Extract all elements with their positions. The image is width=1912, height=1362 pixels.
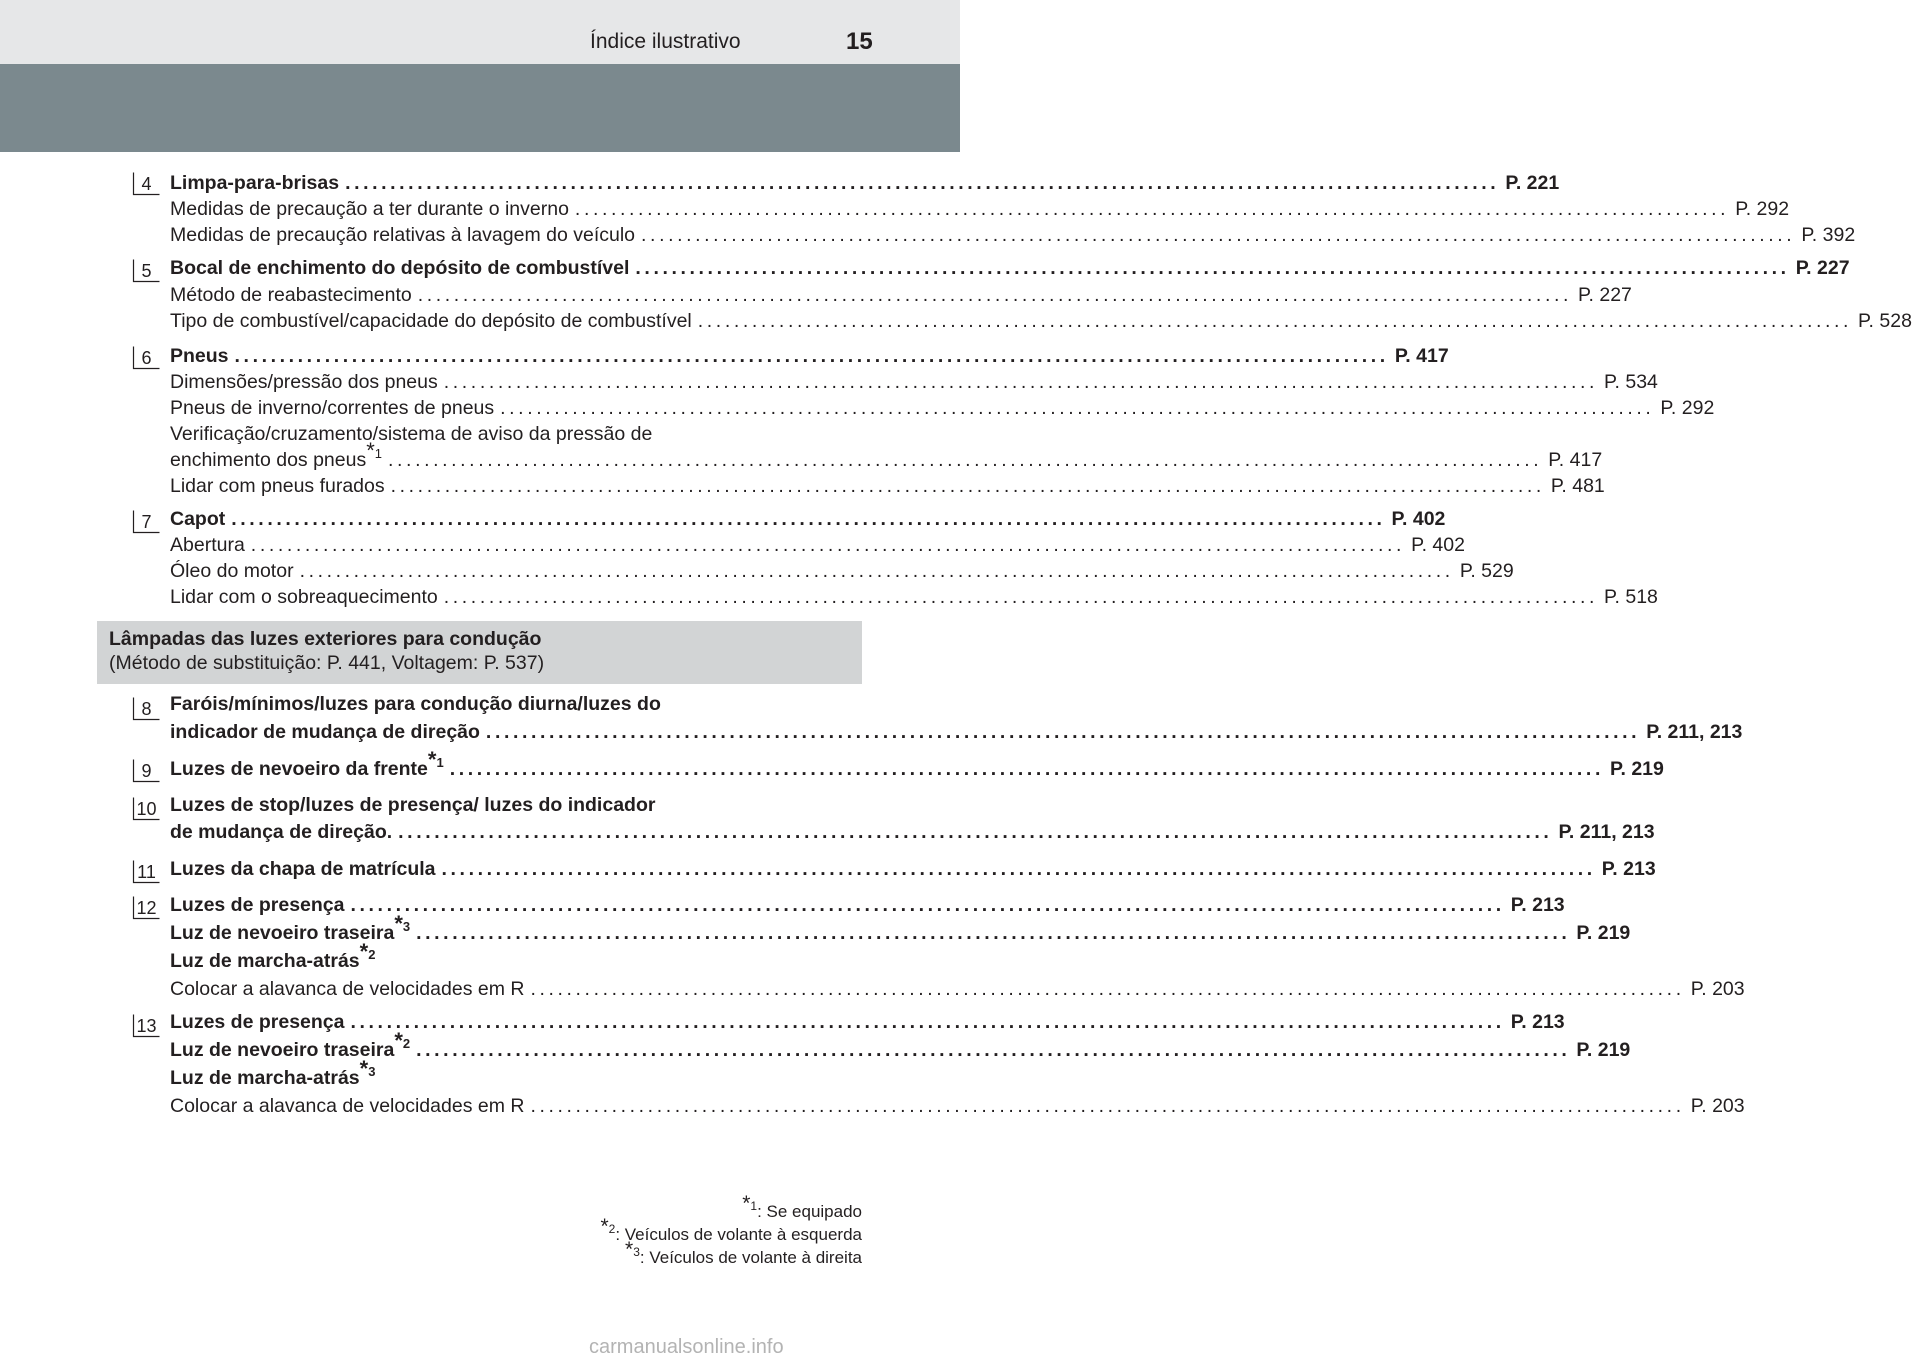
- page-reference[interactable]: P. 221: [1505, 172, 1560, 194]
- page-reference[interactable]: P. 219: [1576, 922, 1631, 944]
- page-reference[interactable]: P. 211, 213: [1558, 821, 1655, 843]
- entry-label-text: Colocar a alavanca de velocidades em R: [170, 1095, 525, 1117]
- footnote-number: 2: [608, 1222, 616, 1236]
- item-number-icon: [133, 896, 160, 919]
- bulbs-section-subtitle: (Método de substituição: P. 441, Voltagem: P. 537): [109, 652, 545, 674]
- entry-label-text: Luzes de presença: [170, 894, 345, 916]
- page-reference[interactable]: P. 481: [1550, 475, 1605, 497]
- index-line: [170, 721, 1743, 747]
- item-number-icon: [133, 172, 160, 195]
- bulbs-section-title: Lâmpadas das luzes exteriores para condução: [109, 628, 542, 650]
- entry-label-text: Capot: [170, 508, 226, 530]
- entry-label: [170, 794, 655, 816]
- dot-leader: ................................................................................................................................: [388, 449, 1543, 471]
- entry-label-text: Luz de marcha-atrás: [170, 1067, 360, 1089]
- dot-leader: ................................................................................................................................: [641, 224, 1796, 246]
- item-number: 13: [136, 1016, 157, 1036]
- footnote-row: [600, 1215, 862, 1246]
- index-line: [170, 534, 1465, 560]
- page-reference[interactable]: P. 534: [1604, 371, 1658, 393]
- entry-label-text: Luz de nevoeiro traseira: [170, 1039, 395, 1061]
- index-line: [170, 397, 1715, 423]
- entry-label: [170, 721, 480, 744]
- dot-leader: ................................................................................................................................: [350, 1011, 1505, 1033]
- page-reference[interactable]: P. 292: [1660, 397, 1715, 419]
- item-number: 10: [136, 799, 157, 819]
- index-line: [170, 475, 1605, 501]
- entry-label-text: Lidar com o sobreaquecimento: [170, 586, 438, 608]
- page-reference[interactable]: P. 402: [1411, 534, 1465, 556]
- footnote-marker-number: 1: [374, 446, 383, 461]
- item-number: 8: [141, 699, 152, 719]
- page-reference[interactable]: P. 392: [1801, 224, 1856, 246]
- entry-label: [170, 310, 692, 333]
- entry-label: [170, 475, 385, 498]
- entry-label: [170, 284, 412, 307]
- entry-label-text: Lidar com pneus furados: [170, 475, 385, 497]
- entry-label: [170, 534, 245, 557]
- entry-label-text: Faróis/mínimos/luzes para condução diurna/luzes do: [170, 693, 661, 715]
- footnote-row: [600, 1238, 862, 1269]
- page-reference[interactable]: P. 227: [1578, 284, 1632, 306]
- footnote-row: [600, 1192, 862, 1223]
- index-line: [170, 858, 1656, 884]
- index-line: [170, 1011, 1565, 1037]
- header-strip: [0, 0, 960, 64]
- dot-leader: ................................................................................................................................: [574, 198, 1730, 220]
- item-number: 11: [137, 862, 156, 882]
- section-title: Índice ilustrativo: [590, 30, 741, 53]
- footnotes: [600, 1192, 862, 1269]
- index-line: [170, 747, 1664, 784]
- dot-leader: ................................................................................................................................: [299, 560, 1454, 582]
- item-number-icon: [133, 259, 160, 282]
- dot-leader: ................................................................................................................................: [416, 922, 1571, 944]
- page-reference[interactable]: P. 402: [1391, 508, 1446, 530]
- index-line: [170, 794, 655, 817]
- page-reference[interactable]: P. 203: [1690, 978, 1745, 1000]
- item-number-icon: [133, 697, 160, 720]
- dot-leader: ................................................................................................................................: [231, 508, 1386, 530]
- entry-label-text: Abertura: [170, 534, 245, 556]
- entry-label: [170, 894, 345, 917]
- page-reference[interactable]: P. 213: [1601, 858, 1656, 880]
- entry-label-text: Pneus: [170, 345, 229, 367]
- footnote-marker-number: 3: [402, 919, 411, 934]
- watermark-logo: carmanualsonline.info: [589, 1336, 784, 1358]
- entry-label: [170, 1011, 345, 1034]
- entry-label: [170, 508, 225, 531]
- footnote-text: : Se equipado: [757, 1202, 862, 1221]
- footnote-marker: *1: [366, 438, 383, 463]
- index-line: [170, 310, 1912, 336]
- entry-label-text: Luzes de presença: [170, 1011, 345, 1033]
- page-reference[interactable]: P. 211, 213: [1646, 721, 1743, 743]
- entry-label-text: Luzes de stop/luzes de presença/ luzes do indicador: [170, 794, 656, 816]
- entry-label: [170, 397, 494, 420]
- page-reference[interactable]: P. 518: [1604, 586, 1658, 608]
- footnote-marker-number: 1: [436, 755, 444, 770]
- entry-label-text: Verificação/cruzamento/sistema de aviso da pressão de: [170, 423, 653, 445]
- page-reference[interactable]: P. 203: [1690, 1095, 1745, 1117]
- dot-leader: ................................................................................................................................: [530, 978, 1685, 1000]
- entry-label-text: Luzes da chapa de matrícula: [170, 858, 436, 880]
- entry-label-text: Dimensões/pressão dos pneus: [170, 371, 438, 393]
- index-line: [170, 1056, 376, 1090]
- dot-leader: ................................................................................................................................: [234, 345, 1389, 367]
- page-reference[interactable]: P. 417: [1548, 449, 1603, 471]
- dot-leader: ................................................................................................................................: [390, 475, 1545, 497]
- item-number-icon: [133, 1014, 160, 1037]
- entry-label: [170, 438, 383, 472]
- index-line: [170, 978, 1745, 1004]
- footnote-marker-number: 3: [368, 1064, 376, 1079]
- index-line: [170, 423, 652, 446]
- index-line: [170, 224, 1856, 250]
- page-reference[interactable]: P. 219: [1609, 758, 1664, 780]
- item-number-icon: [133, 510, 160, 533]
- entry-label: [170, 693, 661, 715]
- index-line: [170, 198, 1790, 224]
- index-line: [170, 438, 1603, 475]
- bulbs-section-box: [97, 621, 862, 684]
- entry-label: [170, 1056, 376, 1089]
- footnote-marker-number: 2: [368, 947, 376, 962]
- entry-label-text: Óleo do motor: [170, 560, 294, 582]
- page-reference[interactable]: P. 227: [1795, 257, 1850, 279]
- entry-label-text: Bocal de enchimento do depósito de combustível: [170, 257, 630, 279]
- entry-label: [170, 345, 229, 368]
- entry-label: [170, 1028, 411, 1062]
- entry-label-text: indicador de mudança de direção: [170, 721, 480, 743]
- dot-leader: ................................................................................................................................: [398, 821, 1553, 843]
- index-line: [170, 508, 1446, 534]
- index-line: [170, 911, 1631, 948]
- index-line: [170, 821, 1655, 847]
- index-line: [170, 939, 376, 973]
- page-reference[interactable]: P. 528: [1858, 310, 1912, 332]
- entry-label: [170, 371, 438, 394]
- index-line: [170, 560, 1514, 586]
- entry-label: [170, 198, 569, 221]
- item-number: 6: [141, 348, 152, 368]
- footnote-number: 3: [633, 1245, 640, 1259]
- item-number: 4: [141, 174, 152, 194]
- entry-label: [170, 586, 438, 609]
- index-line: [170, 172, 1560, 198]
- page-reference[interactable]: P. 219: [1576, 1039, 1631, 1061]
- page-reference[interactable]: P. 417: [1394, 345, 1449, 367]
- dot-leader: ................................................................................................................................: [500, 397, 1655, 419]
- entry-label-text: de mudança de direção.: [170, 821, 393, 843]
- footnote-marker: *3: [394, 911, 411, 936]
- entry-label: [170, 257, 629, 280]
- footnote-number: 1: [750, 1199, 758, 1213]
- entry-label: [170, 1095, 524, 1118]
- item-number-icon: [133, 759, 160, 782]
- footnote-marker: *3: [625, 1238, 640, 1261]
- dot-leader: ................................................................................................................................: [697, 310, 1853, 332]
- entry-label-text: Medidas de precaução a ter durante o inverno: [170, 198, 569, 220]
- dot-leader: ................................................................................................................................: [449, 758, 1604, 780]
- illustration-band: [0, 64, 960, 152]
- dot-leader: ................................................................................................................................: [350, 894, 1505, 916]
- page-reference[interactable]: P. 292: [1735, 198, 1790, 220]
- index-line: [170, 257, 1850, 283]
- footnote-marker: *2: [600, 1215, 616, 1238]
- footnote-text: : Veículos de volante à esquerda: [615, 1225, 862, 1244]
- entry-label: [170, 858, 436, 881]
- index-line: [170, 894, 1565, 920]
- entry-label-text: Medidas de precaução relativas à lavagem do veículo: [170, 224, 636, 246]
- dot-leader: ................................................................................................................................: [250, 534, 1406, 556]
- page-reference[interactable]: P. 529: [1459, 560, 1514, 582]
- entry-label-text: enchimento dos pneus: [170, 449, 367, 471]
- page-reference[interactable]: P. 213: [1510, 894, 1565, 916]
- footnote-marker: *3: [359, 1056, 376, 1081]
- item-number-icon: [133, 797, 160, 820]
- footnote-marker: *2: [359, 939, 376, 964]
- entry-label: [170, 172, 339, 195]
- index-line: [170, 1028, 1631, 1065]
- entry-label: [170, 911, 411, 945]
- entry-label: [170, 978, 524, 1001]
- entry-label: [170, 224, 635, 247]
- footnote-marker-number: 2: [402, 1036, 411, 1051]
- item-number: 5: [141, 261, 152, 281]
- index-line: [170, 371, 1658, 397]
- entry-label-text: Luzes de nevoeiro da frente: [170, 758, 428, 780]
- entry-label-text: Limpa-para-brisas: [170, 172, 340, 194]
- entry-label-text: Luz de marcha-atrás: [170, 950, 360, 972]
- item-number: 7: [141, 512, 152, 532]
- index-line: [170, 345, 1449, 371]
- footnote-text: : Veículos de volante à direita: [639, 1248, 862, 1267]
- page-number: 15: [846, 28, 873, 55]
- index-line: [170, 1095, 1745, 1121]
- dot-leader: ................................................................................................................................: [443, 371, 1599, 393]
- item-number-icon: [133, 860, 160, 883]
- index-line: [170, 693, 661, 716]
- entry-label-text: Luz de nevoeiro traseira: [170, 922, 395, 944]
- dot-leader: ................................................................................................................................: [443, 586, 1599, 608]
- entry-label: [170, 939, 376, 972]
- dot-leader: ................................................................................................................................: [635, 257, 1790, 279]
- index-line: [170, 284, 1632, 310]
- entry-label-text: Tipo de combustível/capacidade do depósito de combustível: [170, 310, 692, 332]
- dot-leader: ................................................................................................................................: [530, 1095, 1685, 1117]
- entry-label: [170, 560, 294, 583]
- footnote-marker: *2: [394, 1028, 411, 1053]
- footnote-marker: *1: [427, 747, 444, 772]
- item-number-icon: [133, 346, 160, 369]
- entry-label-text: Pneus de inverno/correntes de pneus: [170, 397, 495, 419]
- dot-leader: ................................................................................................................................: [416, 1039, 1571, 1061]
- item-number: 12: [136, 898, 157, 918]
- dot-leader: ................................................................................................................................: [417, 284, 1573, 306]
- dot-leader: ................................................................................................................................: [441, 858, 1596, 880]
- dot-leader: ................................................................................................................................: [485, 721, 1641, 743]
- entry-label: [170, 747, 444, 781]
- item-number: 9: [141, 761, 152, 781]
- index-line: [170, 586, 1658, 612]
- entry-label: [170, 423, 652, 445]
- entry-label: [170, 821, 392, 844]
- entry-label-text: Método de reabastecimento: [170, 284, 412, 306]
- page-reference[interactable]: P. 213: [1510, 1011, 1565, 1033]
- footnote-marker: *1: [742, 1192, 758, 1215]
- dot-leader: ................................................................................................................................: [345, 172, 1500, 194]
- entry-label-text: Colocar a alavanca de velocidades em R: [170, 978, 525, 1000]
